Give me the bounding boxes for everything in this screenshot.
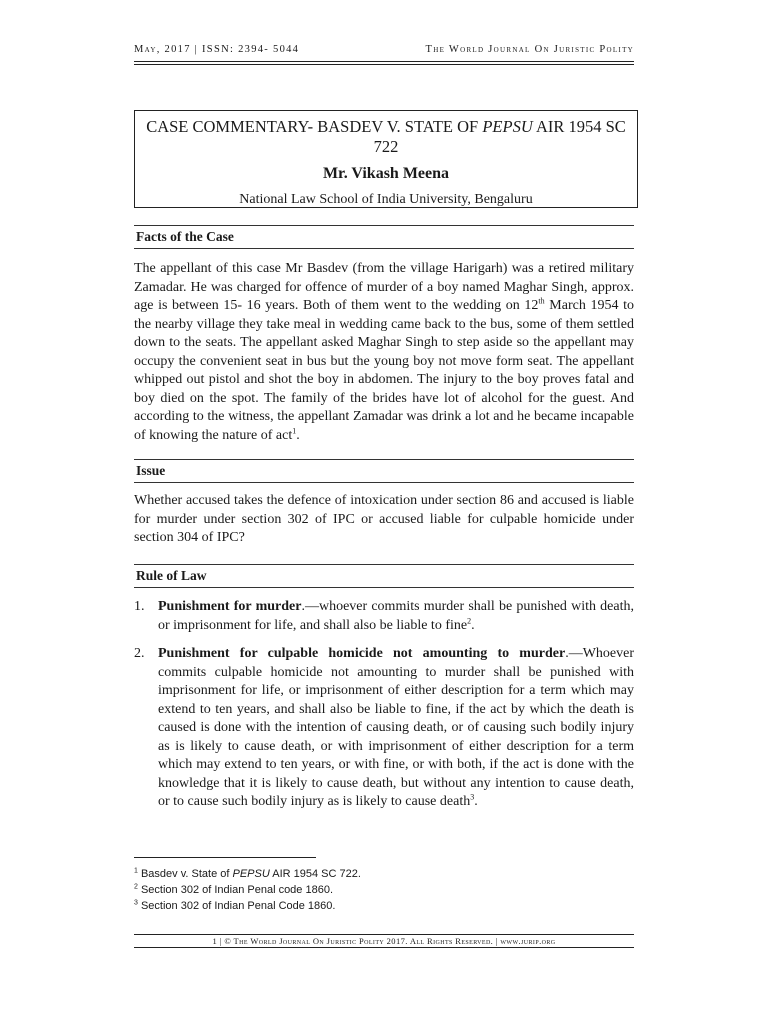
- footnote-ref[interactable]: 3: [470, 792, 475, 802]
- list-item-text: Punishment for murder.—whoever commits murder shall be punished with death, or imprisonment for life, and shall also be liable to fine$^2$.: [158, 599, 635, 633]
- list-item-text: Punishment for culpable homicide not amounting to murder.—Whoever commits culpable homicide not amounting to murder shall be punished with imprisonment for life, or imprisonment of either description for a term which may extend to ten years, and shall also be liable to fine, if the act by which the death is caused is done with the intention of causing death, or of causing such bodily injury as is likely to cause death, or with imprisonment of either description for a term which may extend to ten years, or with fine, or with both, if the act is done with the knowledge that it is likely to cause death, but without any intention to cause death, or to cause such bodily injury as is likely to cause death$^3$.: [158, 646, 634, 809]
- list-number: 2.: [134, 646, 145, 661]
- author-affiliation: National Law School of India University, Bengaluru: [239, 192, 533, 207]
- section-heading-issue: Issue: [134, 459, 634, 483]
- footnote-separator: [134, 857, 316, 858]
- footnote-ref[interactable]: 1: [292, 425, 297, 435]
- list-number: 1.: [134, 599, 145, 614]
- running-header: [134, 44, 634, 55]
- section-heading-rule-of-law: Rule of Law: [134, 564, 634, 588]
- list-item: [134, 598, 634, 635]
- footer-rule: [134, 934, 634, 935]
- page-footer: 1 | © The World Journal On Juristic Polity 2017. All Rights Reserved. | www.jurip.org: [212, 936, 556, 946]
- footnote-item: $^2$ Section 302 of Indian Penal code 1860.: [134, 883, 334, 896]
- list-item: [134, 645, 634, 812]
- header-rule: [134, 61, 634, 62]
- title-box: [134, 110, 638, 208]
- facts-paragraph: The appellant of this case Mr Basdev (from the village Harigarh) was a retired military Zamadar. He was charged for offence of murder of a boy named Maghar Singh, approx. age is between 15- 16 years. Both of them went to the wedding on 12th March 1954 to the nearby village they take meal in wedding came back to the bus, some of them settled down to the seats. The appellant asked Maghar Singh to step aside so the appellant may occupy the convenient seat in bus but the young boy not move form seat. The appellant whipped out pistol and shot the boy in abdomen. The injury to the boy proves fatal and boy died on the spot. The family of the brides have lot of alcohol for the guest. And according to the witness, the appellant Zamadar was drink a lot and he became incapable of knowing the nature of act$^1$.: [134, 261, 634, 443]
- footnotes: [134, 866, 534, 914]
- author-name: Mr. Vikash Meena: [322, 165, 450, 182]
- article-title: CASE COMMENTARY- BASDEV V. STATE OF PEPSU AIR 1954 SC 722: [146, 117, 626, 156]
- section-heading-facts: Facts of the Case: [134, 225, 634, 249]
- issue-paragraph: Whether accused takes the defence of intoxication under section 86 and accused is liable for murder under section 302 of IPC or accused liable for culpable homicide under section 304 of IPC?: [134, 493, 634, 545]
- header-rule: [134, 64, 634, 65]
- header-issue-info: May, 2017 | ISSN: 2394- 5044: [134, 44, 300, 55]
- footnote-item: $^1$ Basdev v. State of PEPSU AIR 1954 SC 722.: [134, 867, 361, 880]
- footnote-item: $^3$ Section 302 of Indian Penal Code 1860.: [134, 899, 336, 912]
- footnote-ref[interactable]: 2: [467, 615, 472, 625]
- footer-rule: [134, 947, 634, 948]
- header-journal-name: The World Journal On Juristic Polity: [425, 44, 634, 55]
